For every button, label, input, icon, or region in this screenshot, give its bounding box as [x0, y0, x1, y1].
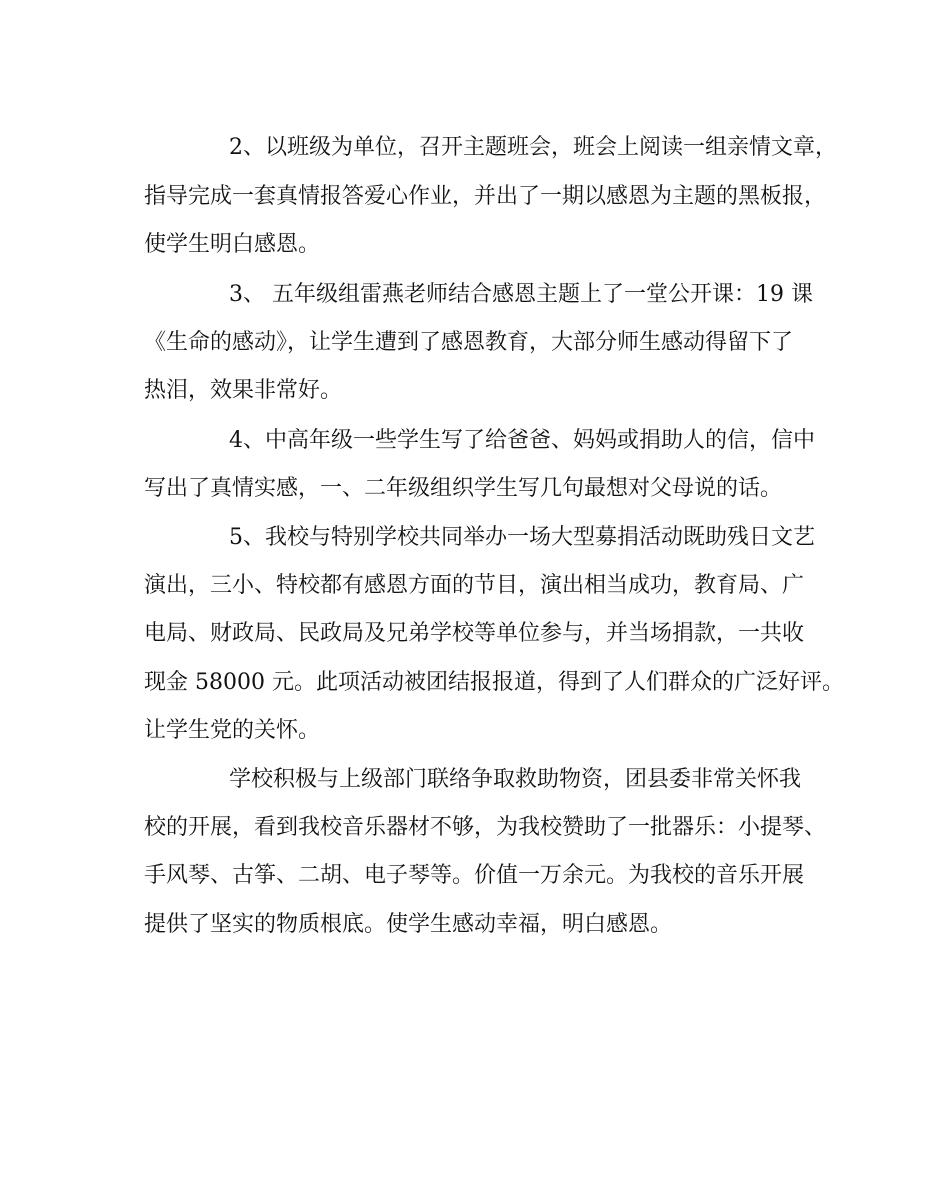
paragraph-5-line-2: 校的开展，看到我校音乐器材不够，为我校赞助了一批器乐：小提琴、: [144, 815, 827, 840]
paragraph-4-line-1: 5、我校与特别学校共同举办一场大型募捐活动既助残日文艺: [229, 525, 815, 550]
paragraph-5-line-4: 提供了坚实的物质根底。使学生感动幸福，明白感恩。: [144, 912, 673, 937]
paragraph-2-line-3: 热泪，效果非常好。: [144, 378, 343, 403]
paragraph-4-line-5: 让学生党的关怀。: [144, 718, 321, 743]
paragraph-3-line-1: 4、中高年级一些学生写了给爸爸、妈妈或捐助人的信，信中: [229, 428, 815, 453]
paragraph-2-line-2: 《生命的感动》，让学生遭到了感恩教育，大部分师生感动得留下了: [144, 330, 794, 355]
paragraph-4-line-2: 演出，三小、特校都有感恩方面的节目，演出相当成功，教育局、广: [144, 573, 805, 598]
paragraph-2-line-1: 3、 五年级组雷燕老师结合感恩主题上了一堂公开课：19 课: [229, 282, 813, 307]
paragraph-1-line-3: 使学生明白感恩。: [144, 232, 321, 257]
paragraph-1-line-2: 指导完成一套真情报答爱心作业，并出了一期以感恩为主题的黑板报，: [144, 184, 827, 209]
paragraph-5-line-1: 学校积极与上级部门联络争取救助物资，团县委非常关怀我: [229, 767, 802, 792]
paragraph-1-line-1: 2、以班级为单位，召开主题班会，班会上阅读一组亲情文章，: [229, 135, 837, 160]
paragraph-4-line-3: 电局、财政局、民政局及兄弟学校等单位参与，并当场捐款，一共收: [144, 621, 805, 646]
paragraph-4-line-4: 现金 58000 元。此项活动被团结报报道，得到了人们群众的广泛好评。: [144, 670, 844, 695]
paragraph-5-line-3: 手风琴、古筝、二胡、电子琴等。价值一万余元。为我校的音乐开展: [144, 863, 805, 888]
paragraph-3-line-2: 写出了真情实感，一、二年级组织学生写几句最想对父母说的话。: [144, 476, 783, 501]
